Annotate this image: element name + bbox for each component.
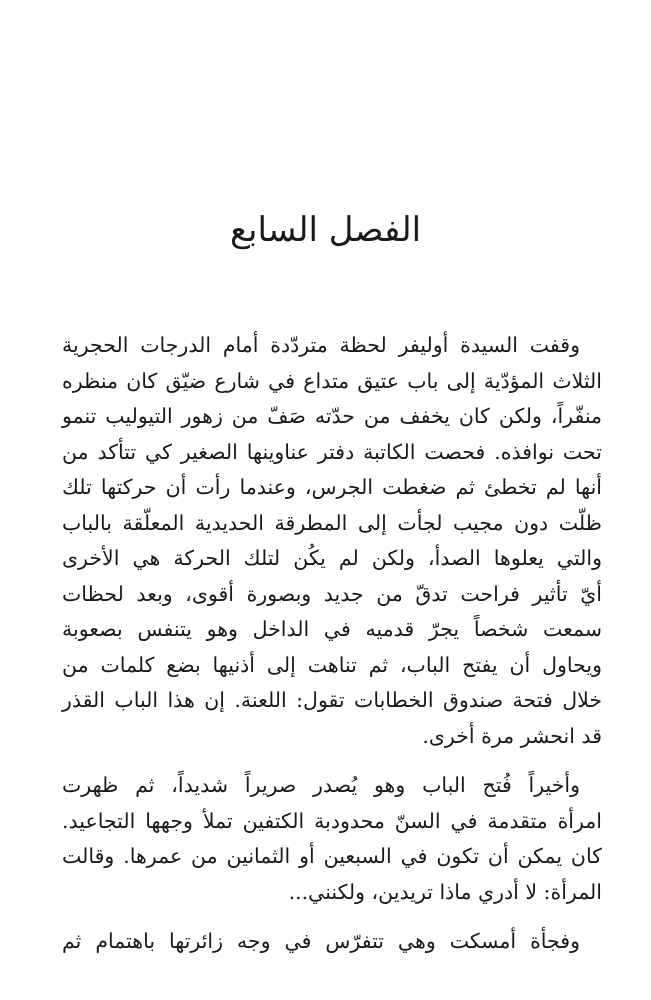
text-line: والتي يعلوها الصدأ، ولكن لم يكُن لتلك الحركة هي الأخرى [62, 546, 602, 570]
text-line: وفجأة أمسكت وهي تتفرّس في وجه زائرتها باهتمام ثم [62, 929, 580, 953]
text-line: المرأة: لا أدري ماذا تريدين، ولكنني... [288, 879, 602, 904]
text-line: ويحاول أن يفتح الباب، ثم تناهت إلى أذنيها بضع كلمات من [62, 652, 602, 677]
text-line: الثلاث المؤدّية إلى باب عتيق متداع في شارع ضيّق كان منظره [62, 368, 602, 393]
text-line: خلال فتحة صندوق الخطابات تقول: اللعنة. إن هذا الباب القذر [62, 688, 602, 712]
text-line: وأخيراً فُتح الباب وهو يُصدر صريراً شديداً، ثم ظهرت [62, 773, 580, 797]
text-line: قد انحشر مرة أخرى. [422, 723, 602, 748]
chapter-title: الفصل السابع [229, 210, 422, 250]
text-line: أنها لم تخطئ ثم ضغطت الجرس، وعندما رأت أن حركتها تلك [62, 475, 602, 499]
paragraph-3 [62, 924, 602, 960]
text-line: تحت نوافذه. فحصت الكاتبة دفتر عناوينها الصغير كي تتأكد من [62, 439, 602, 464]
text-line: وقفت السيدة أوليفر لحظة متردّدة أمام الدرجات الحجرية [62, 333, 580, 357]
text-line: أيّ تأثير فراحت تدقّ من جديد وبصورة أقوى، وبعد لحظات [62, 581, 602, 606]
text-line: ظلّت دون مجيب لجأت إلى المطرقة الحديدية المعلّقة بالباب [62, 510, 602, 535]
text-line: منفّراً، ولكن كان يخفف من حدّته صَفّ من زهور التيوليب تنمو [62, 404, 602, 428]
text-line: كان يمكن أن تكون في السبعين أو الثمانين من عمرها. وقالت [62, 844, 602, 868]
paragraph-1 [62, 328, 602, 754]
chapter-body [62, 328, 602, 960]
text-line: سمعت شخصاً يجرّ قدميه في الداخل وهو يتنفس بصعوبة [62, 617, 602, 641]
paragraph-2 [62, 768, 602, 910]
text-line: امرأة متقدمة في السنّ محدودبة الكتفين تملأ وجهها التجاعيد. [62, 808, 602, 833]
